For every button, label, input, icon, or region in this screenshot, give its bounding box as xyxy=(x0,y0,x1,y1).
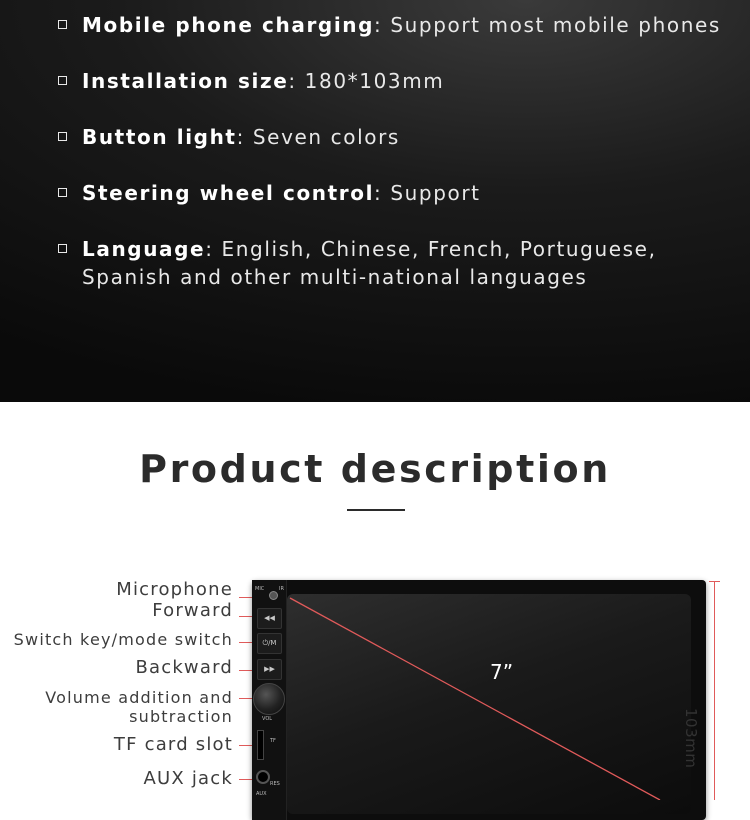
spec-label: Button light xyxy=(82,125,237,149)
aux-jack[interactable] xyxy=(256,770,270,784)
spec-label: Steering wheel control xyxy=(82,181,375,205)
volume-knob[interactable] xyxy=(253,683,285,715)
mic-label: MIC xyxy=(255,586,265,592)
spec-label: Installation size xyxy=(82,69,289,93)
spec-value: : Seven colors xyxy=(236,125,400,149)
spec-value: : Support xyxy=(374,181,481,205)
height-dimension-cap xyxy=(709,581,720,582)
spec-value: : 180*103mm xyxy=(288,69,445,93)
spec-value: : Support most mobile phones xyxy=(374,13,721,37)
callout-switch-key: Switch key/mode switch xyxy=(13,630,233,649)
tf-card-slot[interactable] xyxy=(257,730,264,760)
callout-volume-line1: Volume addition and xyxy=(45,688,233,707)
callout-aux-jack: AUX jack xyxy=(143,768,233,789)
res-label: RES xyxy=(270,781,280,787)
skip-forward-icon: ◀◀ xyxy=(264,614,275,622)
spec-label: Mobile phone charging xyxy=(82,13,375,37)
mode-switch-button[interactable]: ⏻/M xyxy=(257,633,282,654)
height-dimension-line xyxy=(714,581,715,800)
callout-backward: Backward xyxy=(135,657,233,678)
ir-label: IR xyxy=(279,586,284,592)
tf-label: TF xyxy=(270,738,276,744)
aux-label: AUX xyxy=(256,791,267,797)
skip-backward-icon: ▶▶ xyxy=(264,665,275,673)
callout-microphone: Microphone xyxy=(116,579,233,600)
microphone-icon xyxy=(269,591,278,600)
spec-value: : English, Chinese, French, Portuguese, Spanish and other multi-national languages xyxy=(82,237,657,289)
callout-volume-line2: subtraction xyxy=(129,707,233,726)
callout-tf-slot: TF card slot xyxy=(113,734,233,755)
height-dimension-label: 103mm xyxy=(682,708,700,769)
backward-button[interactable] xyxy=(257,659,282,680)
callout-forward: Forward xyxy=(152,600,233,621)
spec-label: Language xyxy=(82,237,206,261)
forward-button[interactable] xyxy=(257,608,282,629)
vol-label: VOL xyxy=(262,716,273,722)
section-title: Product description xyxy=(139,447,611,491)
screen-size-label: 7” xyxy=(490,660,514,684)
